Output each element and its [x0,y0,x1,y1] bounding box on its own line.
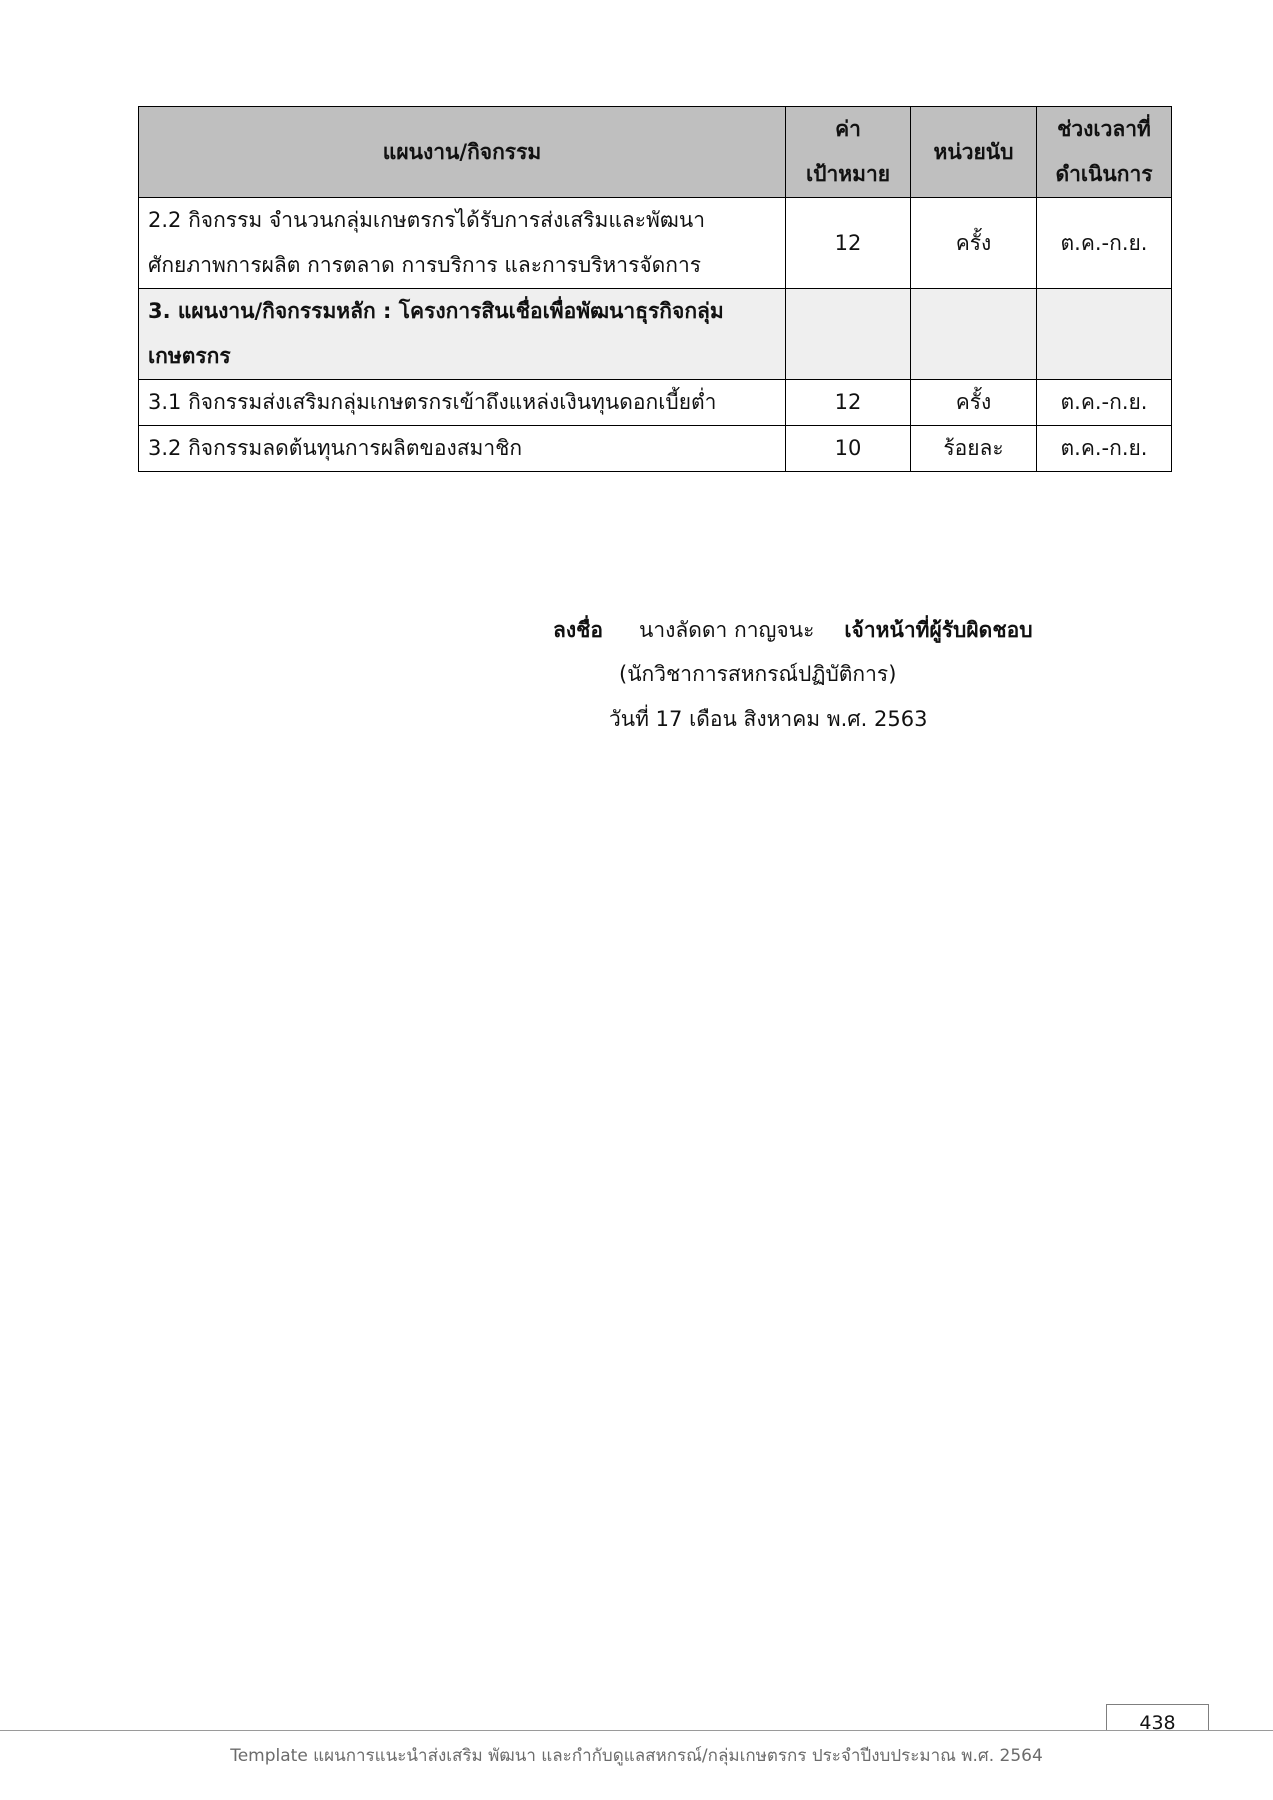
unit-cell: ครั้ง [911,380,1037,426]
signature-date: วันที่ 17 เดือน สิงหาคม พ.ศ. 2563 [609,707,928,731]
period-cell: ต.ค.-ก.ย. [1037,380,1172,426]
period-cell: ต.ค.-ก.ย. [1037,426,1172,472]
target-cell: 12 [786,198,911,289]
activity-cell: 2.2 กิจกรรม จำนวนกลุ่มเกษตรกรได้รับการส่งเสริมและพัฒนา ศักยภาพการผลิต การตลาด การบริการ และการบริหารจัดการ [139,198,786,289]
signer-position: (นักวิชาการสหกรณ์ปฏิบัติการ) [619,662,897,686]
table-header-row [139,107,1172,198]
header-period: ช่วงเวลาที่ ดำเนินการ [1037,107,1172,198]
target-cell [786,289,911,380]
signer-name: นางลัดดา กาญจนะ [639,618,815,642]
header-activity: แผนงาน/กิจกรรม [139,107,786,198]
footer-divider [0,1730,1273,1731]
activity-cell: 3. แผนงาน/กิจกรรมหลัก : โครงการสินเชื่อเพื่อพัฒนาธุรกิจกลุ่ม เกษตรกร [139,289,786,380]
target-cell: 12 [786,380,911,426]
target-cell: 10 [786,426,911,472]
activity-cell: 3.2 กิจกรรมลดต้นทุนการผลิตของสมาชิก [139,426,786,472]
unit-cell: ร้อยละ [911,426,1037,472]
header-unit: หน่วยนับ [911,107,1037,198]
table-row [139,198,1172,289]
period-cell: ต.ค.-ก.ย. [1037,198,1172,289]
page-number: 438 [1106,1704,1209,1731]
header-target: ค่า เป้าหมาย [786,107,911,198]
signature-label: ลงชื่อ [553,618,603,642]
footer-text: Template แผนการแนะนำส่งเสริม พัฒนา และกำกับดูแลสหกรณ์/กลุ่มเกษตรกร ประจำปีงบประมาณ พ.ศ. 2564 [230,1746,1043,1766]
plan-table [138,106,1172,472]
signer-role: เจ้าหน้าที่ผู้รับผิดชอบ [844,618,1033,642]
unit-cell [911,289,1037,380]
unit-cell: ครั้ง [911,198,1037,289]
period-cell [1037,289,1172,380]
table-row [139,426,1172,472]
table-section-row [139,289,1172,380]
table-row [139,380,1172,426]
signature-line [553,614,1033,647]
activity-cell: 3.1 กิจกรรมส่งเสริมกลุ่มเกษตรกรเข้าถึงแหล่งเงินทุนดอกเบี้ยต่ำ [139,380,786,426]
